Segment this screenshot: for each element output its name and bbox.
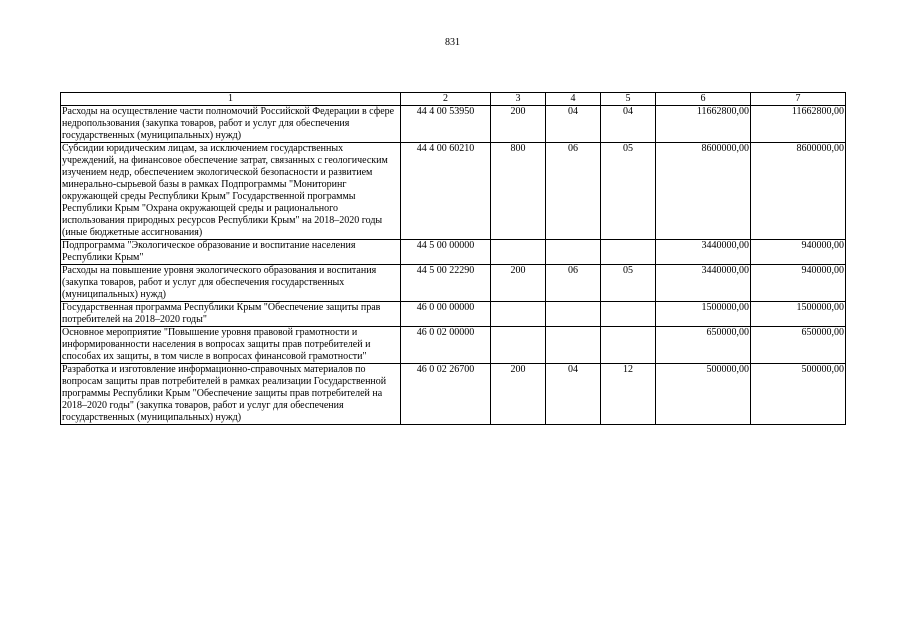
row-code: 46 0 02 26700	[401, 364, 491, 425]
table-row	[61, 327, 846, 364]
row-name: Расходы на повышение уровня экологического образования и воспитания (закупка товаров, работ и услуг для обеспечения государственных (муниципальных) нужд)	[61, 265, 401, 302]
row-expense-type: 200	[491, 265, 546, 302]
row-subsection: 05	[601, 265, 656, 302]
row-code: 44 4 00 60210	[401, 143, 491, 240]
table-row	[61, 265, 846, 302]
row-expense-type	[491, 240, 546, 265]
row-expense-type: 800	[491, 143, 546, 240]
row-code: 46 0 02 00000	[401, 327, 491, 364]
row-code: 46 0 00 00000	[401, 302, 491, 327]
table-row	[61, 364, 846, 425]
row-amount-col6: 1500000,00	[656, 302, 751, 327]
row-section	[546, 327, 601, 364]
row-name: Основное мероприятие "Повышение уровня правовой грамотности и информированности населения в вопросах защиты прав потребителей и способах их защиты, в том числе в вопросах финансовой грамотности"	[61, 327, 401, 364]
row-amount-col7: 500000,00	[751, 364, 846, 425]
page-number: 831	[445, 37, 460, 48]
row-subsection: 04	[601, 106, 656, 143]
row-amount-col6: 650000,00	[656, 327, 751, 364]
table-header-row	[61, 93, 846, 106]
row-amount-col7: 940000,00	[751, 240, 846, 265]
table-row	[61, 106, 846, 143]
row-expense-type: 200	[491, 364, 546, 425]
row-section: 06	[546, 265, 601, 302]
row-name: Подпрограмма "Экологическое образование и воспитание населения Республики Крым"	[61, 240, 401, 265]
row-section: 04	[546, 106, 601, 143]
row-expense-type	[491, 302, 546, 327]
row-subsection	[601, 240, 656, 265]
table-row	[61, 302, 846, 327]
row-code: 44 5 00 00000	[401, 240, 491, 265]
row-amount-col6: 3440000,00	[656, 265, 751, 302]
row-amount-col7: 1500000,00	[751, 302, 846, 327]
row-subsection	[601, 327, 656, 364]
row-code: 44 4 00 53950	[401, 106, 491, 143]
row-amount-col7: 11662800,00	[751, 106, 846, 143]
row-section: 04	[546, 364, 601, 425]
row-subsection	[601, 302, 656, 327]
row-expense-type	[491, 327, 546, 364]
row-name: Разработка и изготовление информационно-справочных материалов по вопросам защиты прав потребителей в рамках реализации Государственной программы Республики Крым "Обеспечение защиты прав потребителей на 2018–2020 годы" (закупка товаров, работ и услуг для обеспечения государственных (муниципальных) нужд)	[61, 364, 401, 425]
header-col-3: 3	[491, 93, 546, 106]
budget-table	[60, 92, 846, 425]
header-col-2: 2	[401, 93, 491, 106]
header-col-6: 6	[656, 93, 751, 106]
row-amount-col7: 650000,00	[751, 327, 846, 364]
row-amount-col6: 3440000,00	[656, 240, 751, 265]
row-name: Субсидии юридическим лицам, за исключением государственных учреждений, на финансовое обеспечение затрат, связанных с геологическим изучением недр, обеспечением экологической безопасности и развитием минерально-сырьевой базы в рамках Подпрограммы "Мониторинг окружающей среды Республики Крым" Государственной программы Республики Крым "Охрана окружающей среды и рационального использования природных ресурсов Республики Крым" на 2018–2020 годы (иные бюджетные ассигнования)	[61, 143, 401, 240]
header-col-1: 1	[61, 93, 401, 106]
header-col-4: 4	[546, 93, 601, 106]
row-code: 44 5 00 22290	[401, 265, 491, 302]
row-name: Расходы на осуществление части полномочий Российской Федерации в сфере недропользования (закупка товаров, работ и услуг для обеспечения государственных (муниципальных) нужд)	[61, 106, 401, 143]
row-amount-col6: 8600000,00	[656, 143, 751, 240]
row-expense-type: 200	[491, 106, 546, 143]
row-subsection: 12	[601, 364, 656, 425]
row-name: Государственная программа Республики Крым "Обеспечение защиты прав потребителей на 2018–2020 годы"	[61, 302, 401, 327]
row-amount-col7: 940000,00	[751, 265, 846, 302]
row-amount-col6: 11662800,00	[656, 106, 751, 143]
row-amount-col7: 8600000,00	[751, 143, 846, 240]
row-subsection: 05	[601, 143, 656, 240]
row-section	[546, 240, 601, 265]
row-section: 06	[546, 143, 601, 240]
header-col-5: 5	[601, 93, 656, 106]
row-amount-col6: 500000,00	[656, 364, 751, 425]
table-row	[61, 240, 846, 265]
table-row	[61, 143, 846, 240]
row-section	[546, 302, 601, 327]
header-col-7: 7	[751, 93, 846, 106]
